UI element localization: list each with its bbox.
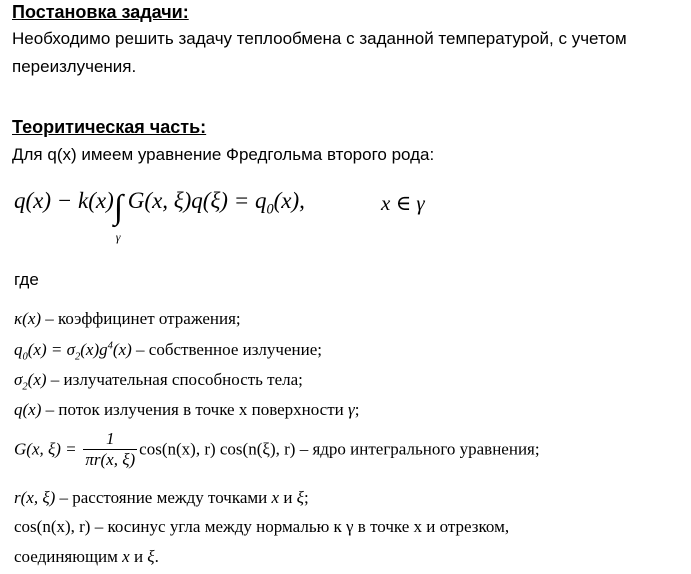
G-fraction	[83, 430, 137, 470]
equation-lhs-a: q(x) − k(x)	[14, 188, 114, 213]
r-var-xi: ξ	[296, 488, 304, 507]
G-desc: – ядро интегрального уравнения;	[295, 439, 540, 459]
equation-q0-sub: 0	[266, 201, 274, 218]
G-frac-den: πr(x, ξ)	[85, 449, 136, 469]
cos-end: .	[154, 547, 159, 566]
cos-and: и	[129, 547, 148, 566]
q0-sub: 0	[22, 351, 28, 363]
G-symbol: G(x, ξ) =	[14, 439, 77, 459]
def-cos-line2	[14, 547, 159, 567]
sigma-symbol-sub: 2	[22, 381, 28, 393]
q0-sym-d: (x)	[112, 340, 132, 359]
q0-desc: – собственное излучение;	[131, 340, 322, 359]
def-q	[14, 400, 359, 420]
cos-line2-text: соединяющим	[14, 547, 123, 566]
sigma-sub: 2	[75, 351, 81, 363]
G-cosines: cos(n(x), r) cos(n(ξ), r)	[139, 439, 296, 459]
problem-heading: Постановка задачи:	[12, 2, 189, 22]
q0-sym-b: (x) = σ	[27, 340, 75, 359]
cos-desc: – косинус угла между нормалью к γ в точке x и отрезком,	[90, 517, 510, 536]
cos-var-x: x	[122, 547, 130, 566]
def-q0	[14, 340, 322, 363]
problem-text-line1: Необходимо решить задачу теплообмена с заданной температурой, с учетом	[12, 29, 627, 48]
G-frac-num: 1	[83, 430, 137, 450]
equation-lhs-b: G(x, ξ)q(ξ) = q	[127, 188, 267, 213]
sigma-symbol: σ	[14, 370, 23, 389]
def-sigma	[14, 370, 303, 393]
def-r	[14, 488, 309, 508]
fredholm-equation	[14, 188, 305, 244]
g-power: 4	[107, 340, 113, 352]
integral-sign: ∫ γ	[113, 189, 124, 244]
cos-symbol: cos(n(x), r)	[14, 517, 91, 536]
integral-domain: γ	[115, 230, 121, 244]
theory-intro: Для q(x) имеем уравнение Фредгольма второго рода:	[12, 145, 435, 164]
r-symbol: r(x, ξ)	[14, 488, 56, 507]
r-end: ;	[303, 488, 309, 507]
problem-text-line2: переизлучения.	[12, 57, 137, 76]
sigma-desc: – излучательная способность тела;	[46, 370, 303, 389]
sigma-arg: (x)	[27, 370, 47, 389]
q-symbol: q(x)	[14, 400, 42, 419]
cos-var-xi: ξ	[147, 547, 155, 566]
q0-sym-c: (x)g	[80, 340, 108, 359]
where-label: где	[14, 270, 39, 289]
q0-sym-a: q	[14, 340, 23, 359]
q-desc: – поток излучения в точке x поверхности	[41, 400, 349, 419]
def-cos	[14, 517, 509, 537]
r-var-x: x	[271, 488, 280, 507]
kappa-desc: – коэффицинет отражения;	[41, 309, 241, 328]
kappa-symbol: κ(x)	[14, 309, 42, 328]
q-gamma: γ	[348, 400, 355, 419]
theory-heading: Теоритическая часть:	[12, 117, 207, 137]
equation-domain: x ∈ γ	[381, 191, 425, 215]
r-desc: – расстояние между точками	[55, 488, 272, 507]
equation-lhs-c: (x),	[273, 188, 305, 213]
q-end: ;	[354, 400, 360, 419]
r-and: и	[279, 488, 297, 507]
def-kappa	[14, 309, 241, 329]
def-G	[14, 430, 540, 470]
